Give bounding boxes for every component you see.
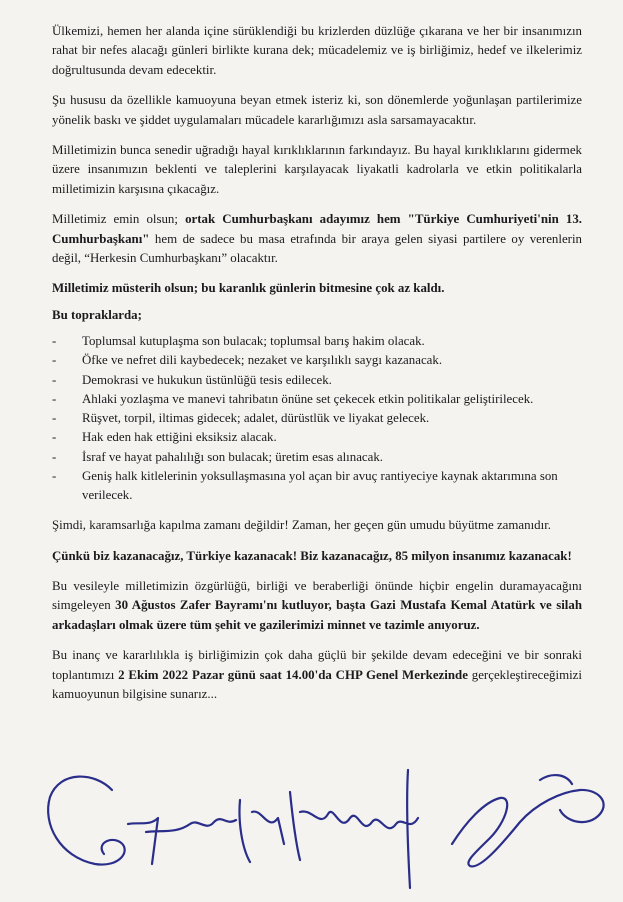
signature-3 <box>290 770 418 888</box>
bullet-dash: - <box>52 449 57 464</box>
paragraph-4-lead: Milletimiz emin olsun; <box>52 212 186 227</box>
bullet-dash: - <box>52 353 57 368</box>
bullet-dash: - <box>52 411 57 426</box>
list-item-text: Ahlaki yozlaşma ve manevi tahribatın önüne set çekecek etkin politikalar geliştirilecek. <box>82 391 534 406</box>
paragraph-10-lead: Bu inanç ve kararlılıkla iş birliğimizin çok daha güçlü bir şekilde devam edeceğini ve bir sonraki toplantımızı <box>52 648 582 682</box>
list-item <box>52 332 582 351</box>
list-item <box>52 351 582 370</box>
signatures <box>0 752 623 902</box>
list-item-text: Demokrasi ve hukukun üstünlüğü tesis edilecek. <box>82 372 332 387</box>
document-body <box>52 22 582 715</box>
paragraph-5 <box>52 279 582 298</box>
paragraph-10-bold: 2 Ekim 2022 Pazar günü saat 14.00'da CHP Genel Merkezinde <box>118 667 468 682</box>
signature-2 <box>128 800 284 864</box>
bullet-dash: - <box>52 468 57 483</box>
list-item-text: Hak eden hak ettiğini eksiksiz alacak. <box>82 430 277 445</box>
list-item-text: Rüşvet, torpil, iltimas gidecek; adalet, dürüstlük ve liyakat gelecek. <box>82 411 430 426</box>
paragraph-7: Şimdi, karamsarlığa kapılma zamanı değildir! Zaman, her geçen gün umudu büyütme zamanıdır. <box>52 518 552 533</box>
list-item <box>52 371 582 390</box>
list-item <box>52 428 582 447</box>
paragraph-8-lead: Çünkü <box>52 548 94 563</box>
paragraph-2: Şu hususu da özellikle kamuoyuna beyan etmek isteriz ki, son dönemlerde yoğunlaşan partilerimize yönelik baskı ve şiddet uygulamaları mücadele kararlığımızı asla sarsamayacaktır. <box>52 93 582 127</box>
list-heading: Bu topraklarda; <box>52 307 142 322</box>
paragraph-9-lead: Bu vesileyle milletimizin özgürlüğü, birliği ve beraberliği önünde hiçbir engelin duramayacağını simgeleyen <box>52 578 582 613</box>
paragraph-4-bold: ortak Cumhurbaşkanı adayımız hem "Türkiye Cumhuriyeti'nin 13. Cumhurbaşkanı" <box>52 212 582 246</box>
paragraph-4-tail: hem de sadece bu masa etrafında bir araya gelen siyasi partilere oy verenlerin değil, “Herkesin Cumhurbaşkanı” olacaktır. <box>52 231 582 266</box>
list-item <box>52 467 582 505</box>
signature-4 <box>452 775 604 866</box>
paragraph-10-tail: gerçekleştireceğimizi kamuoyunun bilgisine sunarız... <box>52 667 582 701</box>
bullet-dash: - <box>52 334 57 349</box>
list-item-text: İsraf ve hayat pahalılığı son bulacak; üretim esas alınacak. <box>82 449 384 464</box>
list-item <box>52 409 582 428</box>
list-item <box>52 448 582 467</box>
paragraph-9-bold: 30 Ağustos Zafer Bayramı'nı kutluyor, başta Gazi Mustafa Kemal Atatürk ve silah arkadaşları olmak üzere tüm şehit ve gazilerimizi minnet ve tazimle anıyoruz. <box>52 598 582 632</box>
paragraph-4 <box>52 210 582 268</box>
paragraph-8-bold: biz kazanacağız, Türkiye kazanacak! Biz kazanacağız, 85 milyon insanımız kazanacak! <box>93 548 572 563</box>
paragraph-3: Milletimizin bunca senedir uğradığı hayal kırıklıklarının farkındayız. Bu hayal kırıklıklarını gidermek üzere insanımızın beklenti ve taleplerini karşılayacak liyakatli kadrolarla ve etkin politikalarla milletimizin karşısına çıkacağız. <box>52 143 582 196</box>
bullet-dash: - <box>52 372 57 387</box>
signature-1 <box>48 777 125 865</box>
paragraph-1: Ülkemizi, hemen her alanda içine sürüklendiği bu krizlerden düzlüğe çıkarana ve her bir insanımızın rahat bir nefes alacağı günleri birlikte kurana dek; mücadelemiz ve iş birliğimiz, hedef ve ilkelerimiz doğrultusunda devam edecektir. <box>52 24 582 77</box>
bullet-list <box>52 332 582 505</box>
paragraph-9 <box>52 577 582 635</box>
list-item-text: Toplumsal kutuplaşma son bulacak; toplumsal barış hakim olacak. <box>82 334 425 349</box>
list-item-text: Geniş halk kitlelerinin yoksullaşmasına yol açan bir avuç rantiyeciye kaynak aktarımına son verilecek. <box>82 468 558 502</box>
list-item <box>52 390 582 409</box>
paragraph-10 <box>52 646 582 704</box>
paragraph-6 <box>52 306 582 325</box>
paragraph-5-bold: Milletimiz müsterih olsun; bu karanlık günlerin bitmesine çok az kaldı. <box>52 281 445 296</box>
bullet-dash: - <box>52 430 57 445</box>
bullet-dash: - <box>52 391 57 406</box>
list-item-text: Öfke ve nefret dili kaybedecek; nezaket ve karşılıklı saygı kazanacak. <box>82 353 443 368</box>
paragraph-8 <box>52 547 582 566</box>
